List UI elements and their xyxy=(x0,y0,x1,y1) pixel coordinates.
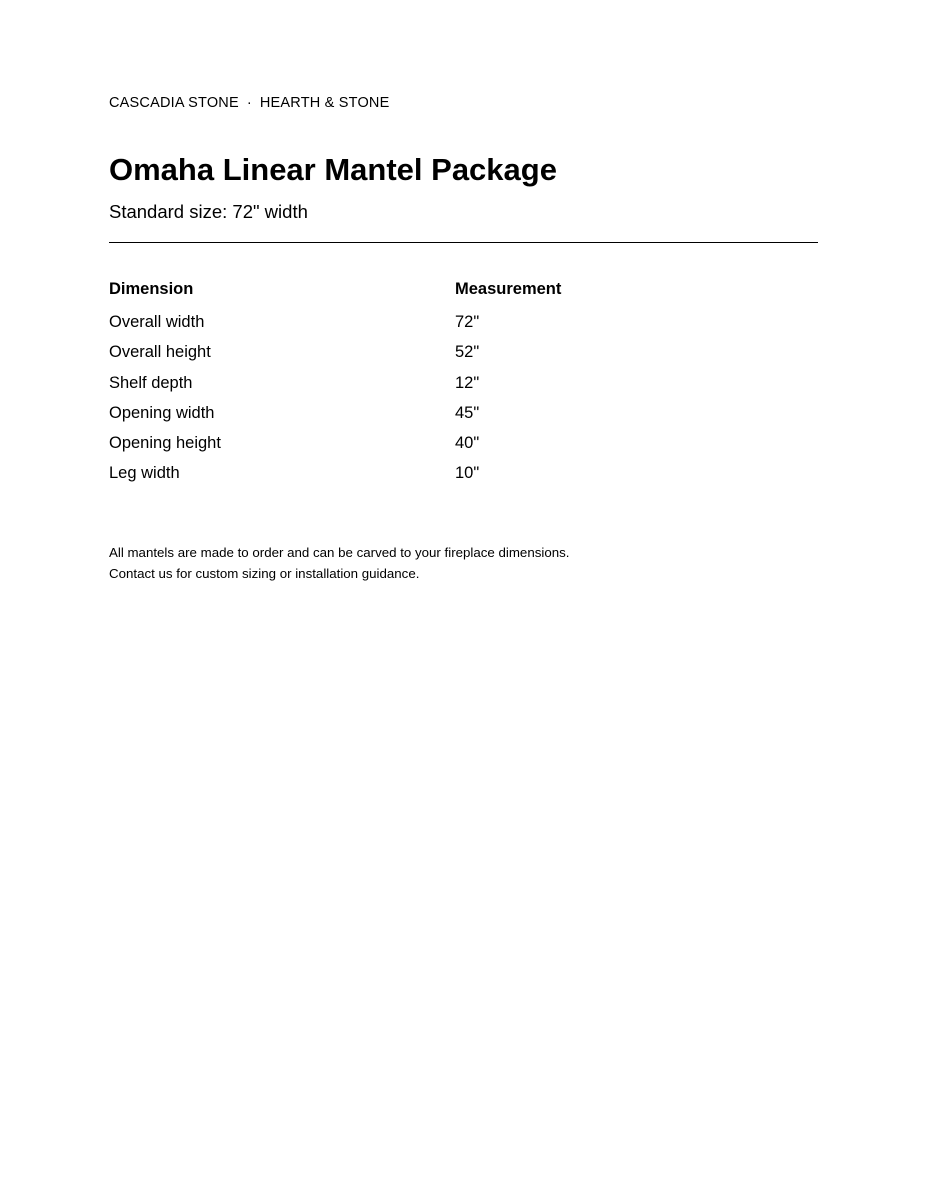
footnotes xyxy=(109,542,569,584)
measurement-cell: 40" xyxy=(455,434,480,453)
measurement-cell: 10" xyxy=(455,464,480,483)
table-header-row xyxy=(109,278,755,311)
table-row xyxy=(109,402,755,432)
footnote-line: Contact us for custom sizing or installation guidance. xyxy=(109,566,420,581)
dimension-cell: Opening height xyxy=(109,434,221,453)
table-row xyxy=(109,311,755,341)
dimension-cell: Opening width xyxy=(109,403,215,422)
column-header-dimension: Dimension xyxy=(109,280,194,298)
brand-category: HEARTH & STONE xyxy=(259,95,390,111)
table-row xyxy=(109,432,755,462)
divider xyxy=(109,242,818,243)
footnote-line: All mantels are made to order and can be carved to your fireplace dimensions. xyxy=(109,545,570,560)
page-title: Omaha Linear Mantel Package xyxy=(109,152,557,187)
dimension-cell: Overall height xyxy=(109,343,211,362)
brand-separator: · xyxy=(246,95,252,111)
table-row xyxy=(109,341,755,371)
measurement-cell: 52" xyxy=(455,343,480,362)
table-row xyxy=(109,372,755,402)
column-header-measurement: Measurement xyxy=(455,280,562,298)
measurement-cell: 45" xyxy=(455,403,480,422)
measurement-cell: 72" xyxy=(455,313,480,331)
measurement-cell: 12" xyxy=(455,373,480,392)
brand-line xyxy=(109,95,389,111)
brand-name: CASCADIA STONE xyxy=(109,95,239,111)
dimension-cell: Leg width xyxy=(109,464,180,483)
dimension-cell: Shelf depth xyxy=(109,373,193,392)
dimensions-table xyxy=(109,278,755,493)
page-subtitle: Standard size: 72" width xyxy=(109,201,308,222)
table-row xyxy=(109,462,755,492)
dimension-cell: Overall width xyxy=(109,313,205,331)
